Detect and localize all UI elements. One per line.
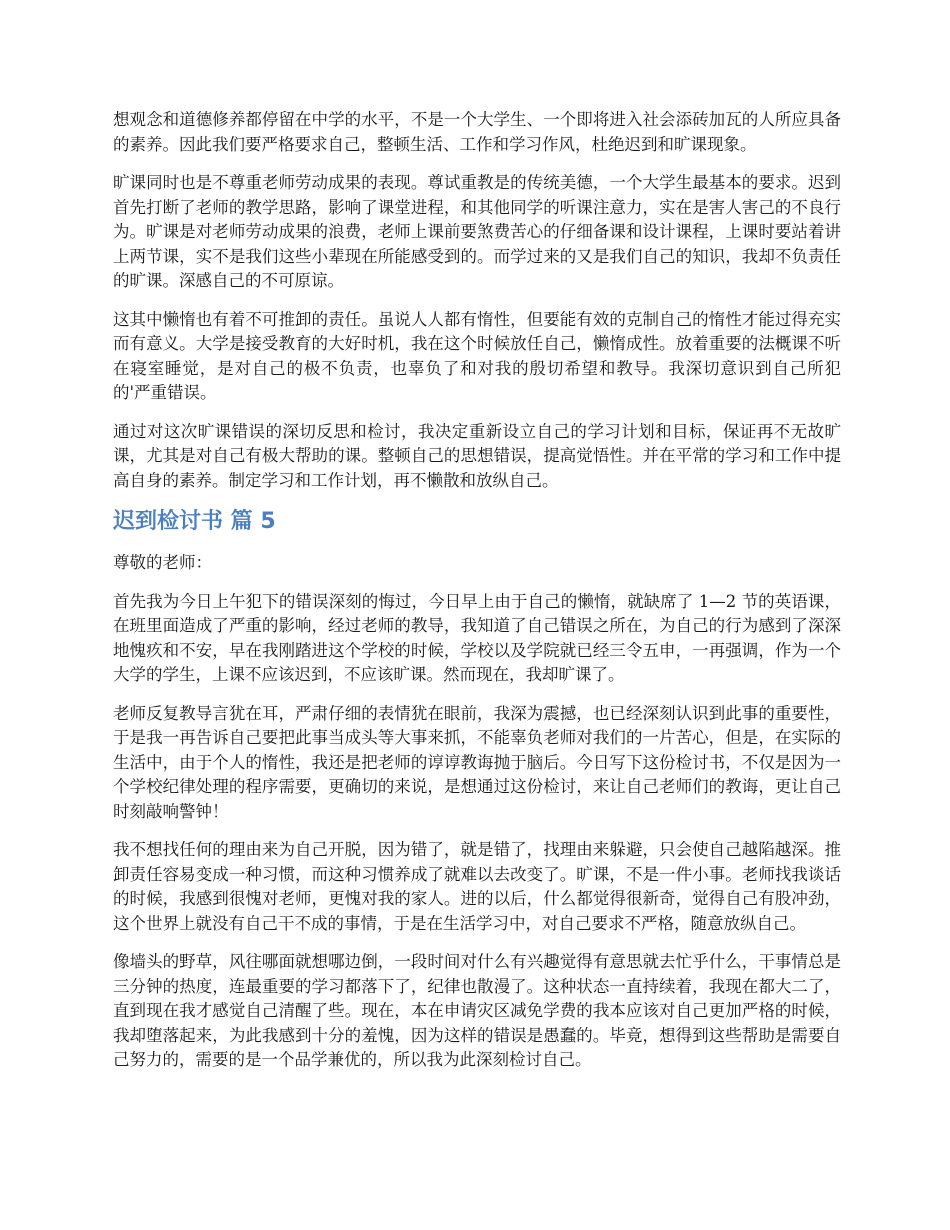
paragraph: 想观念和道德修养都停留在中学的水平，不是一个大学生、一个即将进入社会添砖加瓦的人所应具备的素养。因此我们要严格要求自己，整顿生活、工作和学习作风，杜绝迟到和旷课现象。 [113,110,841,154]
paragraph: 首先我为今日上午犯下的错误深刻的悔过，今日早上由于自己的懒惰，就缺席了 1—2 节的英语课，在班里面造成了严重的影响，经过老师的教导，我知道了自己错误之所在，为自己的行为感到了深深地愧疚和不安，早在我刚踏进这个学校的时候，学校以及学院就已经三令五申，一再强调，作为一个大学的学生，上课不应该迟到，不应该旷课。然而现在，我却旷课了。 [113,591,841,684]
paragraph: 老师反复教导言犹在耳，严肃仔细的表情犹在眼前，我深为震撼，也已经深刻认识到此事的重要性，于是我一再告诉自己要把此事当成头等大事来抓，不能辜负老师对我们的一片苦心，但是，在实际的生活中，由于个人的惰性，我还是把老师的谆谆教诲抛于脑后。今日写下这份检讨书，不仅是因为一个学校纪律处理的程序需要，更确切的来说，是想通过这份检讨，来让自己老师们的教诲，更让自己时刻敲响警钟！ [113,703,841,821]
salutation: 尊敬的老师： [113,553,212,572]
section-heading: 迟到检讨书 篇 5 [113,509,276,534]
paragraph: 旷课同时也是不尊重老师劳动成果的表现。尊试重教是的传统美德，一个大学生最基本的要求。迟到首先打断了老师的教学思路，影响了课堂进程，和其他同学的听课注意力，实在是害人害己的不良行为。旷课是对老师劳动成果的浪费，老师上课前要煞费苦心的仔细备课和设计课程，上课时要站着讲上两节课，实不是我们这些小辈现在所能感受到的。而学过来的又是我们自己的知识，我却不负责任的旷课。深感自己的不可原谅。 [113,173,841,290]
paragraph: 通过对这次旷课错误的深切反思和检讨，我决定重新设立自己的学习计划和目标，保证再不无故旷课，尤其是对自己有极大帮助的课。整顿自己的思想错误，提高觉悟性。并在平常的学习和工作中提高自身的素养。制定学习和工作计划，再不懒散和放纵自己。 [113,421,841,490]
document-page [113,108,841,1087]
paragraph: 我不想找任何的理由来为自己开脱，因为错了，就是错了，找理由来躲避，只会使自己越陷越深。推卸责任容易变成一种习惯，而这种习惯养成了就难以去改变了。旷课，不是一件小事。老师找我谈话的时候，我感到很愧对老师，更愧对我的家人。进的以后，什么都觉得很新奇，觉得自己有股冲劲，这个世界上就没有自己干不成的事情，于是在生活学习中，对自己要求不严格，随意放纵自己。 [113,840,841,933]
paragraph: 像墙头的野草，风往哪面就想哪边倒，一段时间对什么有兴趣觉得有意思就去忙乎什么，干事情总是三分钟的热度，连最重要的学习都落下了，纪律也散漫了。这种状态一直持续着，我现在都大二了，直到现在我才感觉自己清醒了些。现在，本在申请灾区减免学费的我本应该对自己更加严格的时候，我却堕落起来，为此我感到十分的羞愧，因为这样的错误是愚蠢的。毕竟，想得到这些帮助是需要自己努力的，需要的是一个品学兼优的，所以我为此深刻检讨自己。 [113,952,841,1069]
paragraph: 这其中懒惰也有着不可推卸的责任。虽说人人都有惰性，但要能有效的克制自己的惰性才能过得充实而有意义。大学是接受教育的大好时机，我在这个时候放任自己，懒惰成性。放着重要的法概课不听在寝室睡觉，是对自己的极不负责，也辜负了和对我的殷切希望和教导。我深切意识到自己所犯的'严重错误。 [113,309,841,402]
